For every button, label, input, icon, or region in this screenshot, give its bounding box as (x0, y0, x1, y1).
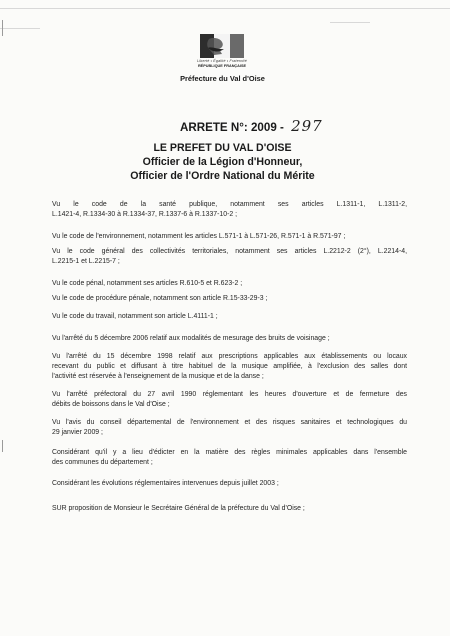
consideration-paragraph (52, 312, 407, 322)
consideration-paragraph (52, 479, 407, 489)
republic-label: RÉPUBLIQUE FRANÇAISE (197, 64, 247, 68)
prefecture-name: Préfecture du Val d'Oise (180, 74, 265, 83)
arrete-number-line (180, 117, 323, 135)
paragraph-line: Vu le code de la santé publique, notamment ses articles L.1311-1, L.1311-2, (52, 201, 407, 208)
paragraph-line: SUR proposition de Monsieur le Secrétaire Général de la préfecture du Val d'Oise ; (52, 505, 305, 512)
consideration-paragraph (52, 279, 407, 289)
consideration-paragraph (52, 334, 407, 344)
paragraph-line: recevant du public et diffusant à titre habituel de la musique amplifiée, à l'exclusion des salles dont (52, 363, 407, 370)
scan-artifact (0, 28, 40, 29)
paragraph-line: des communes du département ; (52, 459, 153, 466)
prefect-title (95, 141, 350, 183)
motto: Liberté • Égalité • Fraternité (197, 59, 247, 63)
paragraph-line: Vu l'arrêté du 5 décembre 2006 relatif aux modalités de mesurage des bruits de voisinage ; (52, 335, 330, 342)
consideration-paragraph (52, 418, 407, 438)
paragraph-line: L.2215-1 et L.2215-7 ; (52, 258, 120, 265)
paragraph-line: Vu le code pénal, notamment ses articles R.610-5 et R.623-2 ; (52, 280, 243, 287)
scan-artifact (0, 8, 450, 9)
consideration-paragraph (52, 200, 407, 220)
consideration-paragraph (52, 247, 407, 267)
paragraph-line: Vu l'avis du conseil départemental de l'environnement et des risques sanitaires et technologiques du (52, 419, 407, 426)
marianne-logo-icon (200, 34, 244, 58)
paragraph-line: Considérant qu'il y a lieu d'édicter en la matière des règles minimales applicables dans l'ensemble (52, 449, 407, 456)
scan-artifact (2, 440, 3, 452)
title-line: Officier de l'Ordre National du Mérite (130, 170, 315, 182)
consideration-paragraph (52, 504, 407, 514)
consideration-paragraph (52, 232, 407, 242)
title-line: LE PREFET DU VAL D'OISE (153, 142, 292, 154)
paragraph-line: 29 janvier 2009 ; (52, 429, 103, 436)
arrete-label: ARRETE N°: 2009 - (180, 121, 284, 134)
arrete-handwritten-number: 297 (291, 117, 323, 135)
consideration-paragraph (52, 390, 407, 410)
paragraph-line: l'activité est réservée à l'enseignement de la musique et de la danse ; (52, 373, 264, 380)
paragraph-line: Vu l'arrêté du 15 décembre 1998 relatif aux prescriptions applicables aux établissements ou locaux (52, 353, 407, 360)
consideration-paragraph (52, 352, 407, 382)
title-line: Officier de la Légion d'Honneur, (142, 156, 303, 168)
paragraph-line: Vu le code de l'environnement, notamment les articles L.571-1 à L.571-26, R.571-1 à R.571-97 ; (52, 233, 346, 240)
consideration-paragraph (52, 448, 407, 468)
paragraph-line: Vu le code général des collectivités territoriales, notamment ses articles L.2212-2 (2°), L.2214-4, (52, 248, 407, 255)
paragraph-line: L.1421-4, R.1334-30 à R.1334-37, R.1337-6 à R.1337-10-2 ; (52, 211, 238, 218)
consideration-paragraph (52, 294, 407, 304)
scan-artifact (2, 20, 3, 36)
paragraph-line: Considérant les évolutions réglementaires intervenues depuis juillet 2003 ; (52, 480, 279, 487)
paragraph-line: Vu le code de procédure pénale, notamment son article R.15-33-29-3 ; (52, 295, 268, 302)
paragraph-line: Vu l'arrêté préfectoral du 27 avril 1990 réglementant les heures d'ouverture et de fermeture des (52, 391, 407, 398)
paragraph-line: Vu le code du travail, notamment son article L.4111-1 ; (52, 313, 218, 320)
scan-artifact (330, 22, 370, 23)
paragraph-line: débits de boissons dans le Val d'Oise ; (52, 401, 170, 408)
